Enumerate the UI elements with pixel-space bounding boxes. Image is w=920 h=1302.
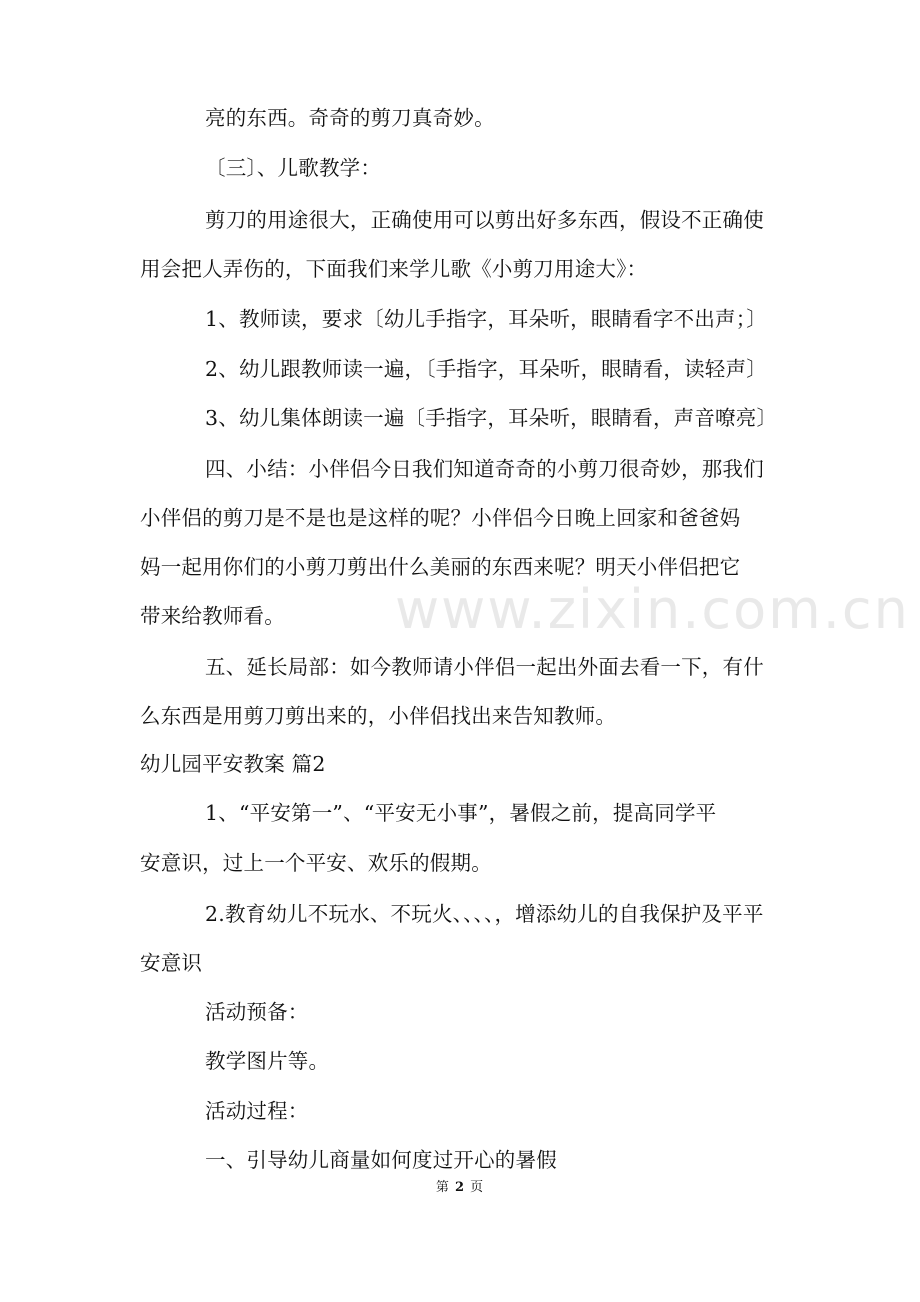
footer-suffix: 页: [470, 1180, 485, 1195]
text-line: 活动过程：: [205, 1099, 309, 1123]
page-number: 2: [454, 1180, 466, 1195]
section-heading: 〔三〕、儿歌教学：: [205, 156, 382, 180]
text-line: 么东西是用剪刀剪出来的，小伴侣找出来告知教师。: [140, 704, 617, 728]
footer-prefix: 第: [435, 1180, 450, 1195]
text-line: 活动预备：: [205, 1000, 309, 1024]
text-line: 2、幼儿跟教师读一遍，〔手指字，耳朵听，眼睛看，读轻声〕: [205, 357, 767, 381]
text-line: 教学图片等。: [205, 1049, 330, 1073]
text-line: 带来给教师看。: [140, 604, 285, 628]
text-line: 小伴侣的剪刀是不是也是这样的呢？小伴侣今日晚上回家和爸爸妈: [140, 506, 741, 530]
text-line: 用会把人弄伤的，下面我们来学儿歌《小剪刀用途大》：: [140, 257, 648, 281]
text-line: 3、幼儿集体朗读一遍〔手指字，耳朵听，眼睛看，声音嘹亮〕: [205, 406, 778, 430]
page-footer: [0, 1179, 920, 1197]
text-line: 一、引导幼儿商量如何度过开心的暑假: [205, 1148, 557, 1172]
text-line: 四、小结：小伴侣今日我们知道奇奇的小剪刀很奇妙，那我们: [205, 457, 764, 481]
text-line: 亮的东西。奇奇的剪刀真奇妙。: [205, 106, 495, 130]
text-line: 安意识: [140, 951, 203, 975]
text-line: 1、“平安第一”、“平安无小事”，暑假之前，提高同学平: [205, 801, 717, 825]
text-line: 2.教育幼儿不玩水、不玩火、、、、，增添幼儿的自我保护及平平: [205, 902, 764, 926]
text-line: 妈一起用你们的小剪刀剪出什么美丽的东西来呢？明天小伴侣把它: [140, 555, 741, 579]
text-line: 安意识，过上一个平安、欢乐的假期。: [140, 851, 492, 875]
watermark: www.zixin.com.cn: [395, 578, 910, 641]
section-title: 幼儿园平安教案 篇2: [140, 752, 326, 776]
text-line: 1、教师读，要求〔幼儿手指字，耳朵听，眼睛看字不出声；〕: [205, 307, 767, 331]
text-line: 剪刀的用途很大，正确使用可以剪出好多东西，假设不正确使: [205, 208, 764, 232]
text-line: 五、延长局部：如今教师请小伴侣一起出外面去看一下，有什: [205, 655, 764, 679]
